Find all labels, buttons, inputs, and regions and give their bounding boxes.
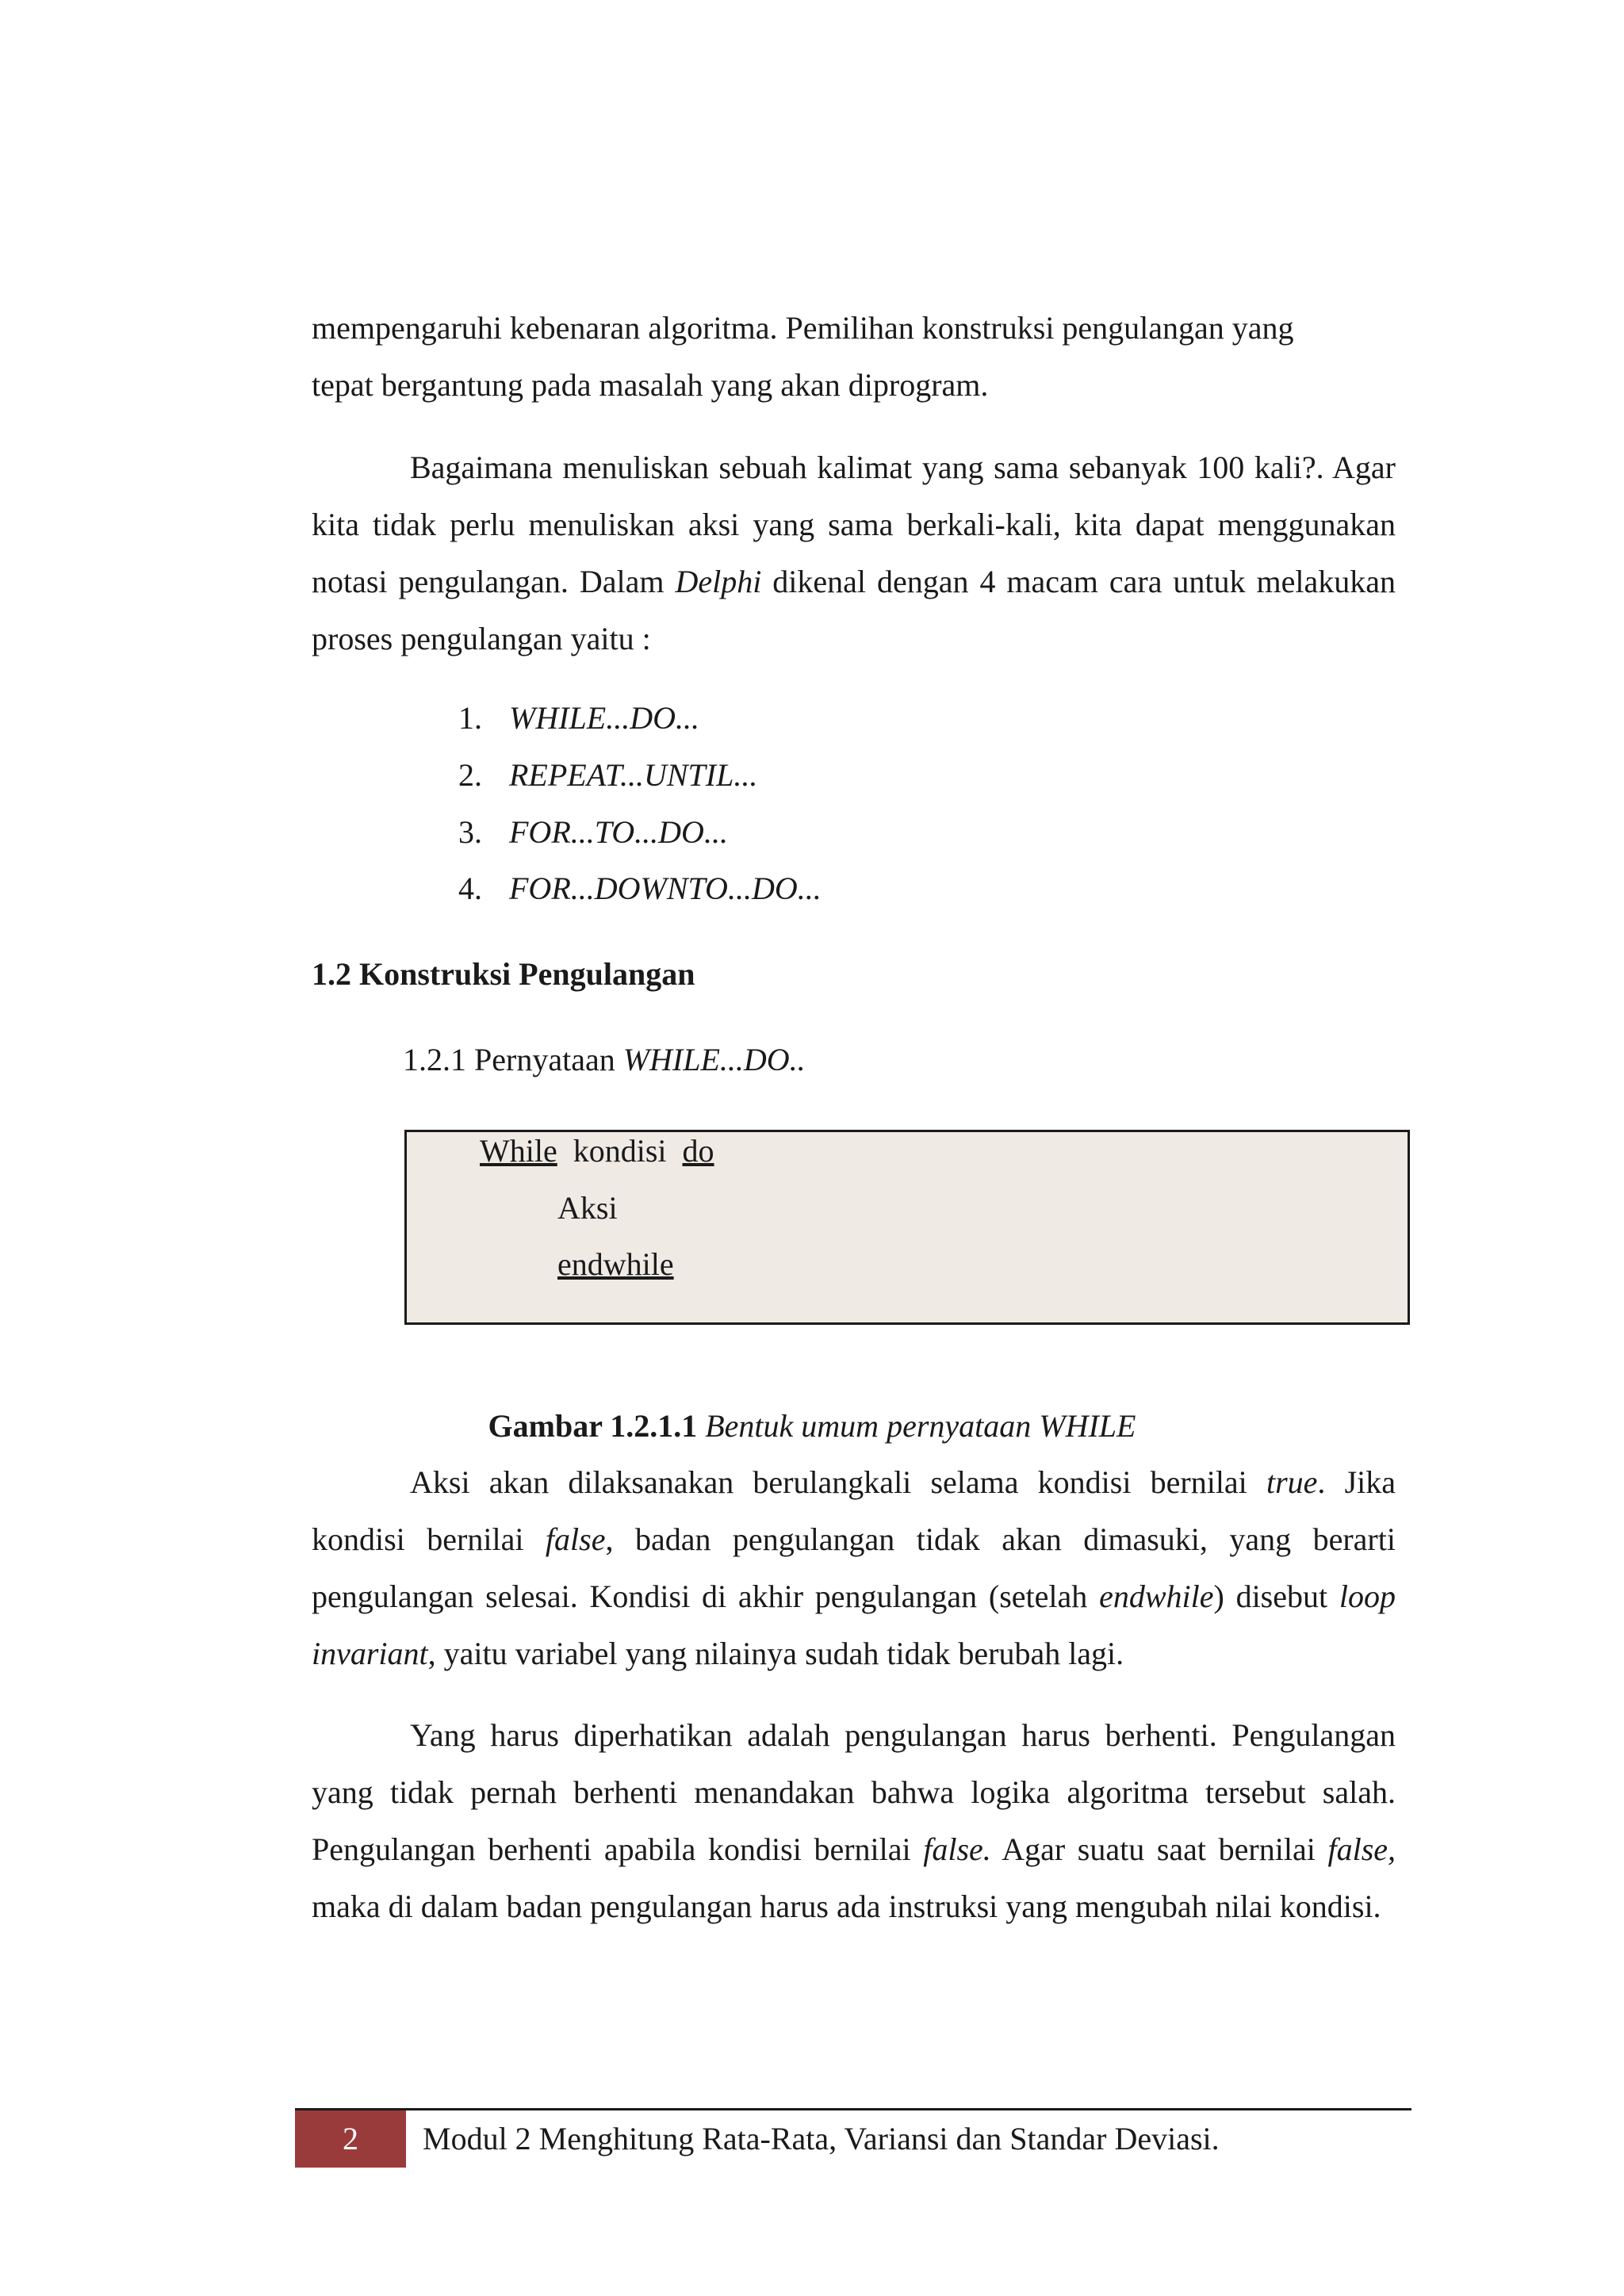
paragraph-intro-line2: tepat bergantung pada masalah yang akan diprogram. xyxy=(312,367,989,403)
subsection-italic: WHILE...DO.. xyxy=(622,1042,806,1077)
list-item-number: 2. xyxy=(458,757,482,793)
figure-caption xyxy=(0,1407,1624,1445)
true-term: true xyxy=(1266,1464,1318,1500)
list-item-text: FOR...DOWNTO...DO... xyxy=(509,871,822,906)
list-item xyxy=(458,870,822,907)
paragraph-intro xyxy=(312,300,1396,414)
code-line-aksi: Aksi xyxy=(557,1190,618,1226)
text-run: dikenal dengan 4 macam cara untuk melakukan proses pengulangan yaitu : xyxy=(312,564,1396,656)
subsection-label: 1.2.1 Pernyataan xyxy=(403,1042,623,1077)
paragraph-intro-line1: mempengaruhi kebenaran algoritma. Pemilihan konstruksi pengulangan yang xyxy=(312,310,1294,346)
text-run: , badan pengulangan tidak akan dimasuki, yang berarti pengulangan selesai. Kondisi di akhir pengulangan (setelah xyxy=(312,1521,1396,1614)
false-term: false. xyxy=(923,1831,991,1867)
code-line-endwhile xyxy=(557,1246,674,1283)
loop-invariant-term: loop invariant xyxy=(312,1578,1396,1671)
list-item-number: 1. xyxy=(458,700,482,736)
caption-text: Bentuk umum pernyataan WHILE xyxy=(697,1408,1136,1444)
paragraph-while-explanation xyxy=(312,1454,1396,1682)
text-run: maka di dalam badan pengulangan harus ada instruksi yang mengubah nilai kondisi. xyxy=(312,1888,1381,1924)
list-item-number: 4. xyxy=(458,871,482,906)
false-term: false, xyxy=(1327,1831,1396,1867)
footer-title: Modul 2 Menghitung Rata-Rata, Variansi dan Standar Deviasi. xyxy=(423,2121,1220,2156)
false-term: false xyxy=(545,1521,606,1557)
endwhile-term: endwhile xyxy=(1099,1578,1214,1614)
section-heading: 1.2 Konstruksi Pengulangan xyxy=(312,956,695,992)
list-item-text: FOR...TO...DO... xyxy=(509,814,728,850)
list-item-text: REPEAT...UNTIL... xyxy=(509,757,758,793)
do-keyword: do xyxy=(682,1133,714,1169)
list-item-number: 3. xyxy=(458,814,482,850)
text-run: , yaitu variabel yang nilainya sudah tidak berubah lagi. xyxy=(427,1636,1124,1671)
list-item-text: WHILE...DO... xyxy=(509,700,699,736)
page-number: 2 xyxy=(295,2110,406,2168)
list-item xyxy=(458,699,699,737)
text-run: Agar suatu saat bernilai xyxy=(990,1831,1328,1867)
delphi-term: Delphi xyxy=(675,564,762,599)
paragraph-loop-types xyxy=(312,439,1396,668)
text-run: Bagaimana menuliskan sebuah kalimat yang sama sebanyak 100 kali?. Agar kita tidak perlu menuliskan aksi yang sama berkali-kali, kita dapat menggunakan notasi pengulangan. Dalam xyxy=(312,450,1396,599)
endwhile-keyword: endwhile xyxy=(557,1246,674,1282)
text-run: ) disebut xyxy=(1213,1578,1339,1614)
text-run: . Jika kondisi bernilai xyxy=(312,1464,1396,1557)
code-line-while xyxy=(480,1132,714,1169)
list-item xyxy=(458,756,757,794)
kondisi-text: kondisi xyxy=(557,1133,683,1169)
paragraph-termination xyxy=(312,1707,1396,1935)
text-run: Yang harus diperhatikan adalah pengulangan harus berhenti. Pengulangan yang tidak pernah berhenti menandakan bahwa logika algoritma tersebut salah. Pengulangan berhenti apabila kondisi bernilai xyxy=(312,1717,1396,1867)
subsection-heading xyxy=(403,1041,806,1078)
while-syntax-box xyxy=(404,1130,1410,1325)
text-run: Aksi akan dilaksanakan berulangkali selama kondisi bernilai xyxy=(410,1464,1266,1500)
while-keyword: While xyxy=(480,1133,557,1169)
caption-label: Gambar 1.2.1.1 xyxy=(488,1408,698,1444)
list-item xyxy=(458,813,728,851)
